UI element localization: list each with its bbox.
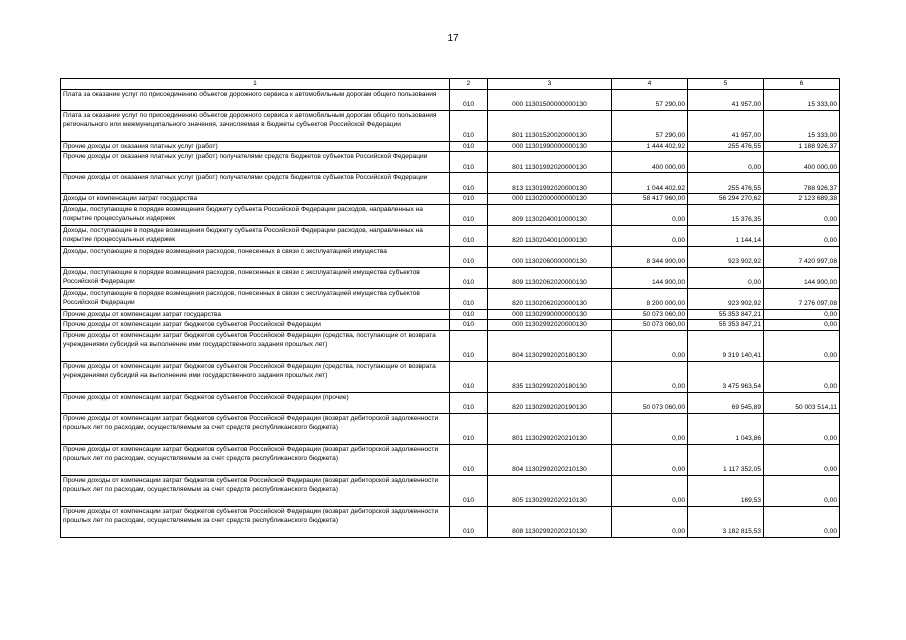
- table-row: [61, 225, 840, 246]
- table-cell-approved: 0,00: [612, 475, 688, 506]
- table-cell-unexecuted: 0,00: [764, 506, 840, 537]
- table-cell-name: Прочие доходы от компенсации затрат бюджетов субъектов Российской Федерации (возврат дебиторской задолженности прошлых лет по расходам, осуществляемым за счет средств республиканского бюджета): [61, 506, 450, 537]
- table-cell-approved: 144 900,00: [612, 267, 688, 288]
- table-cell-approved: 57 290,00: [612, 110, 688, 141]
- table-cell-name: Плата за оказание услуг по присоединению объектов дорожного сервиса к автомобильным дорогам общего пользования регионального или межмуниципального значения, зачисляемая в бюджеты субъектов Российской Федерации: [61, 110, 450, 141]
- table-row: [61, 320, 840, 331]
- table-cell-kbk: 801 11301520020000130: [488, 110, 612, 141]
- table-cell-unexecuted: 15 333,00: [764, 89, 840, 110]
- table-cell-unexecuted: 0,00: [764, 330, 840, 361]
- table-cell-line-code: 010: [450, 475, 488, 506]
- table-cell-kbk: 805 11302992020210130: [488, 475, 612, 506]
- table-row: [61, 110, 840, 141]
- table-cell-executed: 41 957,00: [688, 110, 764, 141]
- table-cell-kbk: 000 11302060000000130: [488, 246, 612, 267]
- table-cell-executed: 55 353 847,21: [688, 309, 764, 320]
- table-cell-executed: 3 475 963,54: [688, 361, 764, 392]
- table-cell-kbk: 809 11302040010000130: [488, 204, 612, 225]
- table-cell-line-code: 010: [450, 246, 488, 267]
- table-cell-line-code: 010: [450, 267, 488, 288]
- table-cell-line-code: 010: [450, 506, 488, 537]
- table-cell-name: Прочие доходы от компенсации затрат бюджетов субъектов Российской Федерации (возврат дебиторской задолженности прошлых лет по расходам, осуществляемым за счет средств республиканского бюджета): [61, 475, 450, 506]
- column-header: 2: [450, 79, 488, 90]
- table-cell-approved: 50 073 060,00: [612, 320, 688, 331]
- table-cell-unexecuted: 400 000,00: [764, 152, 840, 173]
- table-cell-executed: 9 319 140,41: [688, 330, 764, 361]
- table-cell-line-code: 010: [450, 225, 488, 246]
- table-cell-name: Доходы от компенсации затрат государства: [61, 194, 450, 205]
- table-cell-name: Доходы, поступающие в порядке возмещения бюджету субъекта Российской Федерации расходов, направленных на покрытие процессуальных издержек: [61, 225, 450, 246]
- table-row: [61, 173, 840, 194]
- table-row: [61, 141, 840, 152]
- table-cell-name: Прочие доходы от компенсации затрат бюджетов субъектов Российской Федерации: [61, 320, 450, 331]
- table-row: [61, 392, 840, 413]
- table-cell-unexecuted: 0,00: [764, 225, 840, 246]
- table-cell-name: Прочие доходы от компенсации затрат бюджетов субъектов Российской Федерации (прочие): [61, 392, 450, 413]
- table-cell-unexecuted: 0,00: [764, 475, 840, 506]
- column-number-row: [61, 79, 840, 90]
- table-cell-kbk: 835 11302992020180130: [488, 361, 612, 392]
- table-cell-approved: 0,00: [612, 444, 688, 475]
- table-cell-approved: 50 073 060,00: [612, 392, 688, 413]
- table-row: [61, 413, 840, 444]
- table-cell-kbk: 808 11302992020210130: [488, 506, 612, 537]
- table-cell-unexecuted: 144 900,00: [764, 267, 840, 288]
- column-header: 3: [488, 79, 612, 90]
- table-cell-unexecuted: 0,00: [764, 204, 840, 225]
- table-row: [61, 267, 840, 288]
- table-cell-line-code: 010: [450, 361, 488, 392]
- table-cell-name: Доходы, поступающие в порядке возмещения расходов, понесенных в связи с эксплуатацией имущества субъектов Российской Федерации: [61, 288, 450, 309]
- report-body: [61, 79, 840, 538]
- table-cell-executed: 1 043,86: [688, 413, 764, 444]
- table-cell-line-code: 010: [450, 194, 488, 205]
- table-cell-approved: 8 344 900,00: [612, 246, 688, 267]
- table-cell-line-code: 010: [450, 173, 488, 194]
- table-cell-unexecuted: 7 420 997,08: [764, 246, 840, 267]
- table-cell-executed: 1 117 352,05: [688, 444, 764, 475]
- table-row: [61, 194, 840, 205]
- table-cell-kbk: 000 11301990000000130: [488, 141, 612, 152]
- table-cell-name: Прочие доходы от компенсации затрат бюджетов субъектов Российской Федерации (средства, поступающие от возврата учреждениями субсидий на выполнение ими государственного задания прошлых лет): [61, 361, 450, 392]
- table-cell-unexecuted: 0,00: [764, 361, 840, 392]
- column-header: 5: [688, 79, 764, 90]
- table-cell-approved: 8 200 000,00: [612, 288, 688, 309]
- table-cell-line-code: 010: [450, 392, 488, 413]
- table-cell-executed: 169,53: [688, 475, 764, 506]
- table-cell-executed: 3 182 815,53: [688, 506, 764, 537]
- table-cell-approved: 0,00: [612, 225, 688, 246]
- table-cell-approved: 0,00: [612, 361, 688, 392]
- table-cell-line-code: 010: [450, 110, 488, 141]
- table-cell-executed: 0,00: [688, 152, 764, 173]
- table-cell-unexecuted: 2 123 689,38: [764, 194, 840, 205]
- table-cell-approved: 0,00: [612, 506, 688, 537]
- table-cell-approved: 0,00: [612, 330, 688, 361]
- table-cell-name: Прочие доходы от компенсации затрат государства: [61, 309, 450, 320]
- income-report-table: [60, 78, 840, 538]
- table-cell-line-code: 010: [450, 152, 488, 173]
- table-cell-name: Доходы, поступающие в порядке возмещения расходов, понесенных в связи с эксплуатацией имущества субъектов Российской Федерации: [61, 267, 450, 288]
- table-cell-kbk: 820 11302992020190130: [488, 392, 612, 413]
- table-cell-kbk: 820 11302040010000130: [488, 225, 612, 246]
- table-row: [61, 330, 840, 361]
- table-cell-name: Прочие доходы от оказания платных услуг (работ): [61, 141, 450, 152]
- table-cell-line-code: 010: [450, 89, 488, 110]
- table-row: [61, 361, 840, 392]
- table-cell-approved: 0,00: [612, 413, 688, 444]
- table-cell-approved: 0,00: [612, 204, 688, 225]
- table-cell-name: Прочие доходы от оказания платных услуг (работ) получателями средств бюджетов субъектов Российской Федерации: [61, 173, 450, 194]
- table-row: [61, 506, 840, 537]
- table-row: [61, 288, 840, 309]
- table-cell-kbk: 000 11302992020000130: [488, 320, 612, 331]
- table-cell-name: Прочие доходы от оказания платных услуг (работ) получателями средств бюджетов субъектов Российской Федерации: [61, 152, 450, 173]
- table-cell-line-code: 010: [450, 141, 488, 152]
- column-header: 6: [764, 79, 840, 90]
- table-cell-unexecuted: 0,00: [764, 309, 840, 320]
- table-cell-executed: 55 353 847,21: [688, 320, 764, 331]
- table-cell-executed: 923 902,92: [688, 288, 764, 309]
- table-cell-executed: 1 144,14: [688, 225, 764, 246]
- table-cell-unexecuted: 50 003 514,11: [764, 392, 840, 413]
- table-cell-approved: 57 290,00: [612, 89, 688, 110]
- table-cell-name: Доходы, поступающие в порядке возмещения бюджету субъекта Российской Федерации расходов, направленных на покрытие процессуальных издержек: [61, 204, 450, 225]
- table-cell-line-code: 010: [450, 309, 488, 320]
- table-cell-executed: 41 957,00: [688, 89, 764, 110]
- table-row: [61, 475, 840, 506]
- table-cell-line-code: 010: [450, 204, 488, 225]
- table-cell-kbk: 000 11302990000000130: [488, 309, 612, 320]
- table-cell-name: Доходы, поступающие в порядке возмещения расходов, понесенных в связи с эксплуатацией имущества: [61, 246, 450, 267]
- table-cell-kbk: 000 11301500000000130: [488, 89, 612, 110]
- table-cell-unexecuted: 1 188 926,37: [764, 141, 840, 152]
- table-row: [61, 444, 840, 475]
- table-cell-name: Плата за оказание услуг по присоединению объектов дорожного сервиса к автомобильным дорогам общего пользования: [61, 89, 450, 110]
- table-cell-unexecuted: 788 926,37: [764, 173, 840, 194]
- table-cell-kbk: 804 11302992020180130: [488, 330, 612, 361]
- table-cell-kbk: 813 11301992020000130: [488, 173, 612, 194]
- table-cell-line-code: 010: [450, 444, 488, 475]
- table-cell-line-code: 010: [450, 288, 488, 309]
- table-cell-kbk: 820 11302062020000130: [488, 288, 612, 309]
- table-cell-kbk: 801 11302992020210130: [488, 413, 612, 444]
- table-cell-kbk: 801 11301992020000130: [488, 152, 612, 173]
- table-cell-unexecuted: 0,00: [764, 320, 840, 331]
- table-cell-name: Прочие доходы от компенсации затрат бюджетов субъектов Российской Федерации (возврат дебиторской задолженности прошлых лет по расходам, осуществляемым за счет средств республиканского бюджета): [61, 444, 450, 475]
- table-cell-unexecuted: 7 276 097,08: [764, 288, 840, 309]
- table-cell-name: Прочие доходы от компенсации затрат бюджетов субъектов Российской Федерации (средства, поступающие от возврата учреждениями субсидий на выполнение ими государственного задания прошлых лет): [61, 330, 450, 361]
- table-row: [61, 89, 840, 110]
- table-cell-unexecuted: 0,00: [764, 413, 840, 444]
- column-header: 4: [612, 79, 688, 90]
- table-cell-line-code: 010: [450, 413, 488, 444]
- table-cell-approved: 400 000,00: [612, 152, 688, 173]
- table-row: [61, 246, 840, 267]
- table-cell-executed: 0,00: [688, 267, 764, 288]
- column-header: 1: [61, 79, 450, 90]
- table-cell-executed: 255 476,55: [688, 173, 764, 194]
- table-cell-approved: 1 044 402,92: [612, 173, 688, 194]
- page-number: 17: [447, 33, 459, 44]
- table-cell-kbk: 804 11302992020210130: [488, 444, 612, 475]
- table-cell-unexecuted: 0,00: [764, 444, 840, 475]
- table-row: [61, 309, 840, 320]
- table-cell-executed: 15 376,35: [688, 204, 764, 225]
- table-cell-unexecuted: 15 333,00: [764, 110, 840, 141]
- table-cell-kbk: 000 11302000000000130: [488, 194, 612, 205]
- table-cell-kbk: 809 11302062020000130: [488, 267, 612, 288]
- table-cell-approved: 58 417 960,00: [612, 194, 688, 205]
- table-cell-line-code: 010: [450, 330, 488, 361]
- table-cell-name: Прочие доходы от компенсации затрат бюджетов субъектов Российской Федерации (возврат дебиторской задолженности прошлых лет по расходам, осуществляемым за счет средств республиканского бюджета): [61, 413, 450, 444]
- table-cell-executed: 56 294 270,62: [688, 194, 764, 205]
- table-cell-executed: 255 476,55: [688, 141, 764, 152]
- table-cell-approved: 1 444 402,92: [612, 141, 688, 152]
- table-cell-approved: 50 073 060,00: [612, 309, 688, 320]
- table-row: [61, 204, 840, 225]
- table-row: [61, 152, 840, 173]
- table-cell-executed: 923 902,92: [688, 246, 764, 267]
- table-cell-executed: 69 545,89: [688, 392, 764, 413]
- table-cell-line-code: 010: [450, 320, 488, 331]
